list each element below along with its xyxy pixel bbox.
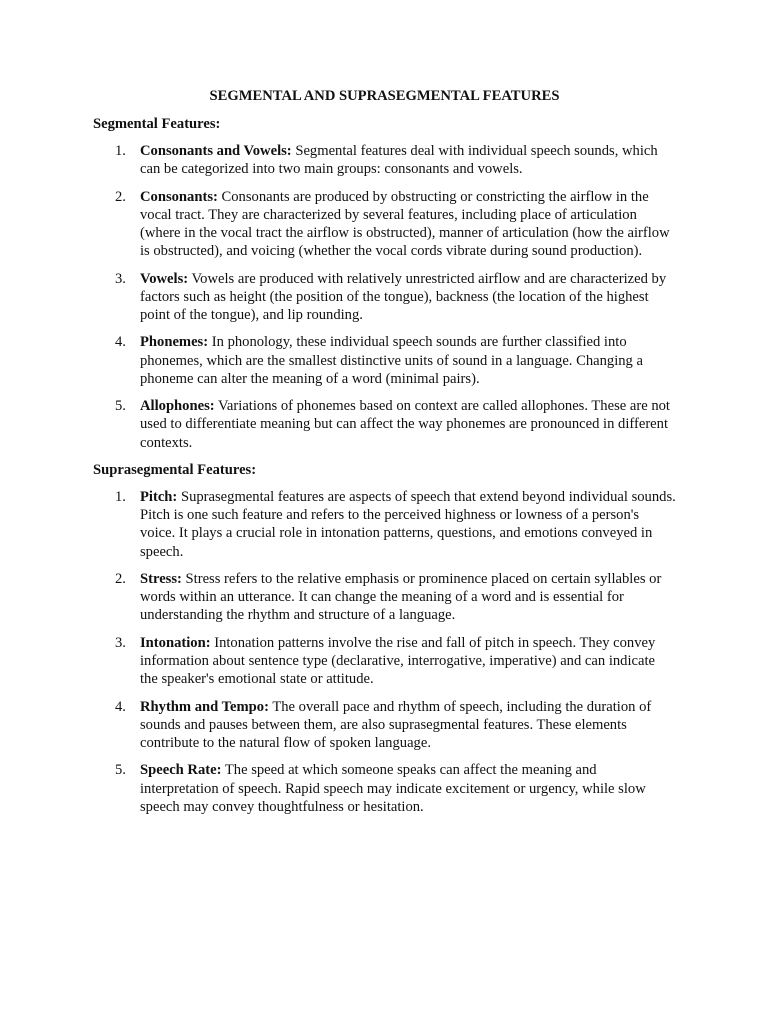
- list-item-text: Segmental features deal with individual speech sounds, which can be categorized into two main groups: consonants and vowels.: [140, 143, 658, 178]
- list-item-number: 5.: [115, 398, 126, 415]
- suprasegmental-feature-list: [93, 488, 676, 816]
- list-item-number: 4.: [115, 698, 126, 715]
- section-heading-segmental: Segmental Features:: [93, 116, 221, 132]
- list-item: [93, 142, 676, 178]
- list-item: [93, 761, 676, 816]
- list-item-text: Consonants are produced by obstructing or constricting the airflow in the vocal tract. They are characterized by several features, including place of articulation (where in the vocal tract the airflow is obstructed), manner of articulation (how the airflow is obstructed), and voicing (whether the vocal cords vibrate during sound production).: [140, 188, 670, 260]
- segmental-feature-list: [93, 142, 676, 452]
- list-item: [93, 333, 676, 388]
- list-item-term: Rhythm and Tempo:: [140, 698, 269, 715]
- list-item-text: The overall pace and rhythm of speech, including the duration of sounds and pauses between them, are also suprasegmental features. These elements contribute to the natural flow of spoken language.: [140, 698, 652, 751]
- list-item-term: Pitch:: [140, 488, 178, 505]
- list-item-term: Phonemes:: [140, 334, 209, 351]
- list-item-term: Allophones:: [140, 398, 215, 415]
- list-item-number: 1.: [115, 143, 126, 159]
- section-heading-suprasegmental: Suprasegmental Features:: [93, 461, 257, 478]
- list-item-term: Speech Rate:: [140, 762, 222, 779]
- list-item: [93, 270, 676, 325]
- list-item-text: In phonology, these individual speech sounds are further classified into phonemes, which are the smallest distinctive units of sound in a language. Changing a phoneme can alter the meaning of a word (minimal pairs).: [140, 334, 643, 387]
- list-item-text: Vowels are produced with relatively unrestricted airflow and are characterized by factors such as height (the position of the tongue), backness (the location of the highest point of the tongue), and lip rounding.: [140, 270, 667, 323]
- list-item: [93, 488, 676, 561]
- section-segmental: [93, 115, 676, 452]
- list-item-text: Variations of phonemes based on context are called allophones. These are not used to differentiate meaning but can affect the way phonemes are pronounced in different contexts.: [140, 398, 670, 451]
- list-item-number: 1.: [115, 488, 126, 505]
- list-item-number: 4.: [115, 334, 126, 351]
- list-item-text: Stress refers to the relative emphasis or prominence placed on certain syllables or words within an utterance. It can change the meaning of a word and is essential for understanding the rhythm and structure of a language.: [140, 570, 662, 624]
- list-item-number: 5.: [115, 762, 126, 779]
- list-item-text: Intonation patterns involve the rise and fall of pitch in speech. They convey information about sentence type (declarative, interrogative, imperative) and can indicate the speaker's emotional state or attitude.: [140, 634, 656, 688]
- section-suprasegmental: [93, 461, 676, 816]
- list-item: [93, 698, 676, 753]
- list-item-number: 2.: [115, 570, 126, 587]
- list-item: [93, 570, 676, 625]
- list-item-number: 3.: [115, 634, 126, 651]
- list-item-term: Stress:: [140, 570, 182, 587]
- list-item: [93, 188, 676, 261]
- list-item: [93, 634, 676, 689]
- document-title: SEGMENTAL AND SUPRASEGMENTAL FEATURES: [209, 88, 560, 104]
- list-item-text: The speed at which someone speaks can affect the meaning and interpretation of speech. Rapid speech may indicate excitement or urgency, while slow speech may convey thoughtfulness or hesitation.: [140, 762, 646, 815]
- list-item-number: 3.: [115, 270, 126, 287]
- list-item: [93, 397, 676, 452]
- list-item-term: Vowels:: [140, 270, 189, 287]
- list-item-term: Intonation:: [140, 634, 211, 651]
- list-item-term: Consonants and Vowels:: [140, 143, 292, 159]
- list-item-text: Suprasegmental features are aspects of speech that extend beyond individual sounds. Pitch is one such feature and refers to the perceived highness or lowness of a person's voice. It plays a crucial role in intonation patterns, questions, and emotions conveyed in speech.: [140, 488, 676, 560]
- list-item-number: 2.: [115, 188, 126, 205]
- list-item-term: Consonants:: [140, 188, 218, 205]
